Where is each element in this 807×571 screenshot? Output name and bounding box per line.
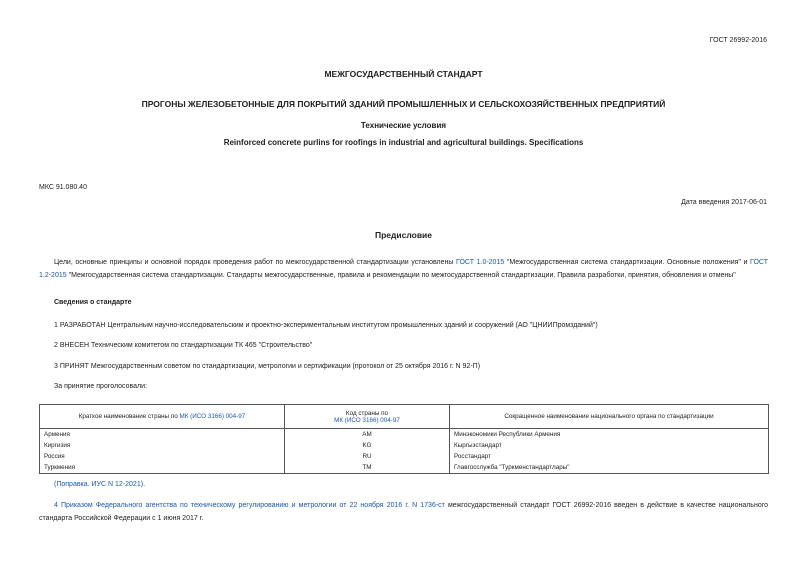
info-item-developed: 1 РАЗРАБОТАН Центральным научно-исследовательским и проектно-экспериментальным институтом промышленных зданий и сооружений (АО "ЦНИИПромзданий")	[54, 322, 598, 329]
mk-iso-3166-link[interactable]: МК (ИСО 3166) 004-97	[334, 416, 400, 424]
cell-national-body: Кыргызстандарт	[450, 440, 769, 451]
cell-code: AM	[285, 429, 450, 441]
document-title-english: Reinforced concrete purlins for roofings in industrial and agricultural buildings. Specifications	[223, 138, 584, 147]
cell-country: Киргизия	[40, 440, 285, 451]
info-item-enacted	[39, 500, 768, 525]
column-header-country	[40, 405, 285, 429]
item-number: 4	[54, 502, 61, 509]
paragraph-text: Цели, основные принципы и основной порядок проведения работ по межгосударственной стандартизации установлены	[54, 259, 457, 266]
mks-code: МКС 91.080.40	[39, 184, 87, 191]
correction-note	[54, 481, 145, 488]
column-header-code	[285, 405, 450, 429]
table-header-row	[40, 405, 769, 429]
gost-1-2-link[interactable]: ГОСТ 1.2-2015	[39, 259, 768, 279]
cell-code: TM	[285, 462, 450, 474]
cell-country: Армения	[40, 429, 285, 441]
mk-iso-3166-link[interactable]: МК (ИСО 3166) 004-97	[179, 413, 246, 420]
cell-code: RU	[285, 451, 450, 462]
order-link[interactable]: Приказом Федерального агентства по техническому регулированию и метрологии от 22 ноября 2016 г. N 1736-ст	[61, 502, 445, 509]
standard-type-heading: МЕЖГОСУДАРСТВЕННЫЙ СТАНДАРТ	[324, 69, 483, 79]
paragraph-text: "Межгосударственная система стандартизации. Основные положения" и	[504, 259, 751, 266]
vote-table	[39, 404, 769, 474]
cell-national-body: Главгосслужба "Туркменстандартлары"	[450, 462, 769, 474]
paragraph-text: межгосударственный стандарт ГОСТ 26992-2016 введен в действие в качестве национального стандарта Российской Федерации с 1 июня 2017 г.	[39, 502, 769, 522]
cell-country: Россия	[40, 451, 285, 462]
info-item-submitted: 2 ВНЕСЕН Техническим комитетом по стандартизации ТК 465 "Строительство"	[54, 342, 313, 349]
correction-text: .	[143, 481, 146, 488]
foreword-heading: Предисловие	[374, 230, 433, 240]
gost-1-0-link[interactable]: ГОСТ 1.0-2015	[456, 259, 505, 266]
intro-date: Дата введения 2017-06-01	[681, 199, 767, 206]
cell-country: Туркмения	[40, 462, 285, 474]
info-item-adopted: 3 ПРИНЯТ Межгосударственным советом по стандартизации, метрологии и сертификации (протокол от 25 октября 2016 г. N 92-П)	[54, 363, 481, 370]
correction-link[interactable]: (Поправка. ИУС N 12-2021)	[54, 481, 144, 488]
document-number: ГОСТ 26992-2016	[709, 37, 767, 44]
column-header-national-body: Сокращенное наименование национального органа по стандартизации	[450, 405, 769, 429]
cell-national-body: Минэкономики Республики Армения	[450, 429, 769, 441]
table-row	[40, 462, 769, 474]
foreword-paragraph	[39, 257, 768, 282]
paragraph-text: "Межгосударственная система стандартизации. Стандарты межгосударственные, правила и рекомендации по межгосударственной стандартизации. Правила разработки, принятия, обновления и отмены"	[66, 271, 736, 279]
header-text: Код страны по	[345, 409, 389, 417]
header-text: Краткое наименование страны по	[78, 413, 180, 420]
vote-intro: За принятие проголосовали:	[54, 383, 147, 390]
cell-code: KG	[285, 440, 450, 451]
standard-info-heading: Сведения о стандарте	[54, 299, 132, 306]
document-title: ПРОГОНЫ ЖЕЛЕЗОБЕТОННЫЕ ДЛЯ ПОКРЫТИЙ ЗДАНИЙ ПРОМЫШЛЕННЫХ И СЕЛЬСКОХОЗЯЙСТВЕННЫХ ПРЕДПРИЯТИЙ	[141, 99, 666, 109]
cell-national-body: Росстандарт	[450, 451, 769, 462]
table-row	[40, 451, 769, 462]
document-subtitle: Технические условия	[360, 121, 447, 130]
table-row	[40, 429, 769, 441]
table-row	[40, 440, 769, 451]
